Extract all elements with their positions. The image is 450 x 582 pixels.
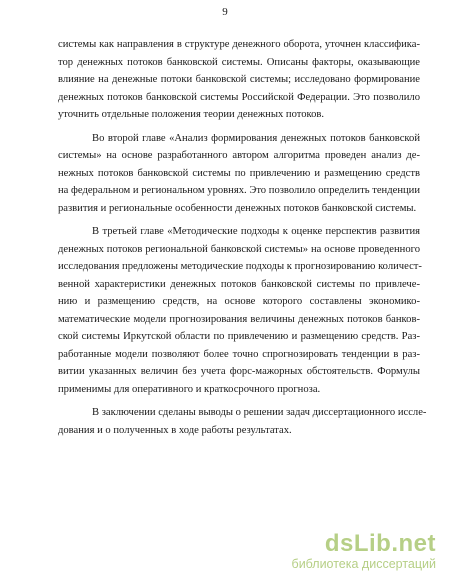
text-line: влияние на денежные потоки банковской системы; исследовано формирование xyxy=(58,74,420,85)
text-line: применимы для оперативного и краткосрочного прогноза. xyxy=(58,383,321,395)
paragraph xyxy=(58,223,420,398)
text-line: на федеральном и региональном уровнях. Это позволило определить тенденции xyxy=(58,185,420,196)
paragraph xyxy=(58,404,427,439)
watermark-logo: dsLib.net xyxy=(324,530,436,557)
text-line: ской системы Иркутской области по привлечению и размещению средств. Раз- xyxy=(58,331,420,342)
text-line: Во второй главе «Анализ формирования денежных потоков банковской xyxy=(92,132,420,144)
text-line: венной характеристики денежных потоков банковской системы по привлече- xyxy=(58,278,420,290)
text-line: развития и региональные особенности денежных потоков банковской системы. xyxy=(58,202,417,214)
text-line: математические модели прогнозирования величины денежных потоков банков- xyxy=(58,313,420,325)
text-line: исследования предложены методические подходы к прогнозированию количест- xyxy=(58,261,422,272)
paragraph xyxy=(58,36,420,124)
text-line: работанные модели позволяют более точно спрогнозировать тенденции в раз- xyxy=(58,348,420,360)
text-line: нию и размещению средств, на основе которого составлены экономико- xyxy=(58,296,420,307)
watermark-tagline: библиотека диссертаций xyxy=(291,557,436,571)
text-line: системы как направления в структуре денежного оборота, уточнен классифика- xyxy=(58,39,420,50)
document-body xyxy=(58,36,427,439)
text-line: В заключении сделаны выводы о решении задач диссертационного иссле- xyxy=(92,407,427,418)
text-line: денежных потоков региональной банковской системы» на основе проведенного xyxy=(58,243,420,255)
paragraph xyxy=(58,130,420,218)
text-line: денежных потоков банковской системы Российской Федерации. Это позволило xyxy=(58,91,420,103)
text-line: уточнить отдельные положения теории денежных потоков. xyxy=(58,109,325,120)
text-line: системы» на основе разработанного автором алгоритма проведен анализ де- xyxy=(58,150,420,161)
text-line: дования и о полученных в ходе работы результатах. xyxy=(58,424,292,436)
text-line: В третьей главе «Методические подходы к оценке перспектив развития xyxy=(92,226,420,237)
text-line: нежных потоков банковской системы по привлечению и размещению средств xyxy=(58,167,420,179)
text-line: тор денежных потоков банковской системы. Описаны факторы, оказывающие xyxy=(58,56,420,68)
watermark xyxy=(292,531,436,572)
text-line: витии указанных величин без учета форс-мажорных обстоятельств. Формулы xyxy=(58,366,420,377)
page-number: 9 xyxy=(222,6,228,18)
